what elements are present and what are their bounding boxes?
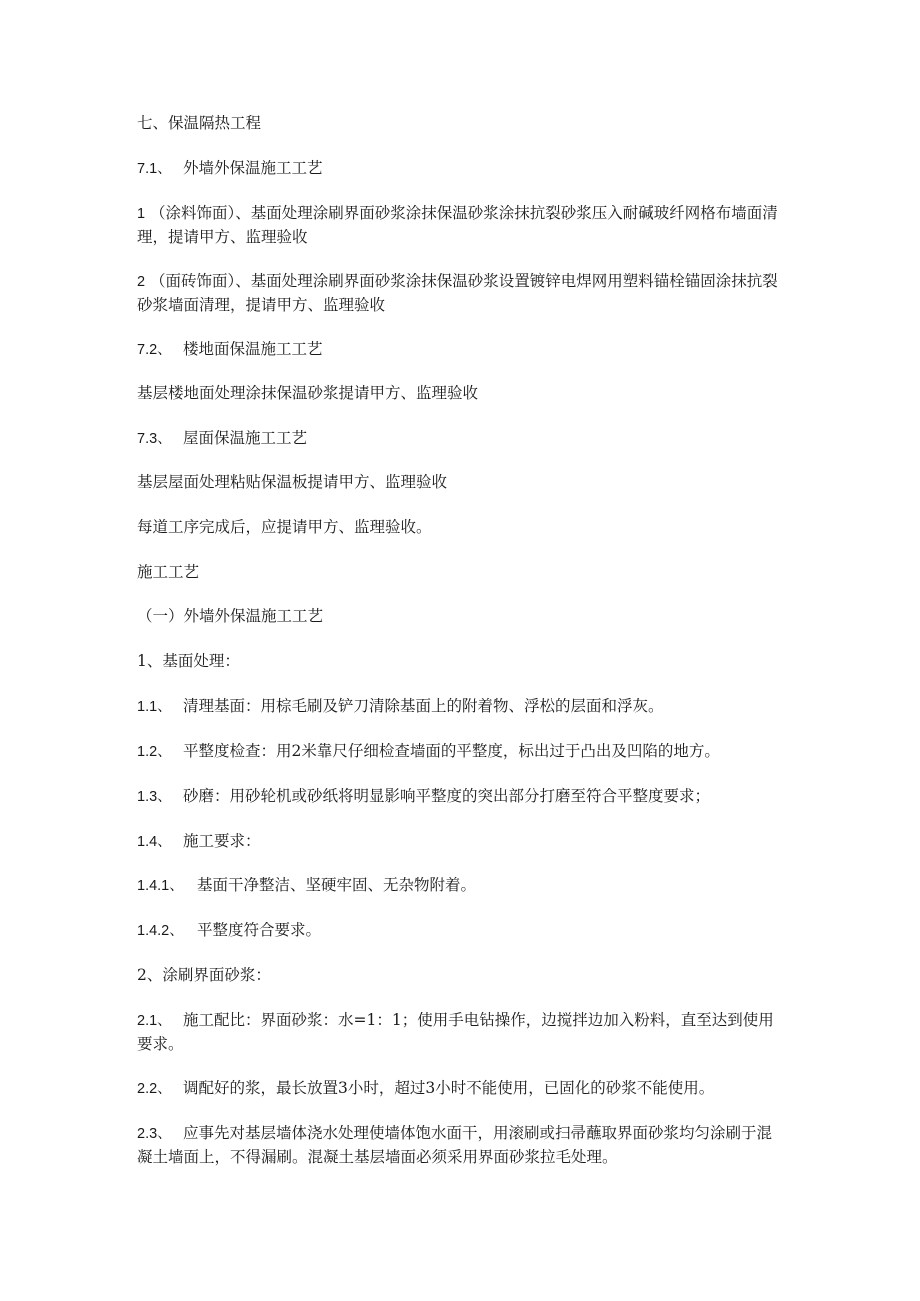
paragraph-number: 7.1、 xyxy=(137,161,172,177)
paragraph-number: 7.3、 xyxy=(137,431,172,447)
paragraph-text: 应事先对基层墙体浇水处理使墙体饱水面干，用滚刷或扫帚蘸取界面砂浆均匀涂刷于混凝土墙面上，不得漏刷。混凝土基层墙面必须采用界面砂浆拉毛处理。 xyxy=(137,1124,773,1166)
paragraph xyxy=(137,964,271,987)
paragraph xyxy=(137,874,476,898)
paragraph-text: 1、基面处理： xyxy=(137,652,240,670)
paragraph-text: 七、保温隔热工程 xyxy=(137,114,262,132)
paragraph-number: 1.2、 xyxy=(137,744,172,760)
paragraph-text: （涂料饰面）、基面处理涂刷界面砂浆涂抹保温砂浆涂抹抗裂砂浆压入耐碱玻纤网格布墙面清理，提请甲方、监理验收 xyxy=(137,204,778,246)
paragraph xyxy=(137,605,323,628)
paragraph-number: 1.4、 xyxy=(137,834,172,850)
paragraph xyxy=(137,919,321,943)
paragraph-text: 施工要求： xyxy=(183,832,261,850)
paragraph xyxy=(137,516,432,539)
paragraph-number: 2.1、 xyxy=(137,1013,172,1029)
paragraph xyxy=(137,830,261,854)
paragraph xyxy=(137,112,261,135)
paragraph xyxy=(137,1077,714,1101)
paragraph xyxy=(137,157,323,181)
paragraph-number: 7.2、 xyxy=(137,342,172,358)
paragraph-text: 调配好的浆，最长放置3小时，超过3小时不能使用，已固化的砂浆不能使用。 xyxy=(183,1079,715,1097)
paragraph-text: 2、涂刷界面砂浆： xyxy=(137,966,271,984)
paragraph-number: 1.3、 xyxy=(137,789,172,805)
paragraph-text: 基层屋面处理粘贴保温板提请甲方、监理验收 xyxy=(137,473,448,491)
paragraph-number: 2.2、 xyxy=(137,1081,172,1097)
paragraph xyxy=(137,202,782,249)
paragraph-text: 每道工序完成后，应提请甲方、监理验收。 xyxy=(137,518,432,536)
paragraph-text: 外墙外保温施工工艺 xyxy=(183,159,323,177)
paragraph xyxy=(137,1122,782,1169)
paragraph xyxy=(137,1009,782,1056)
paragraph xyxy=(137,561,199,584)
paragraph xyxy=(137,382,478,405)
paragraph-text: 屋面保温施工工艺 xyxy=(183,429,308,447)
paragraph-text: 砂磨：用砂轮机或砂纸将明显影响平整度的突出部分打磨至符合平整度要求； xyxy=(183,787,711,805)
paragraph xyxy=(137,471,447,494)
paragraph-number: 2 xyxy=(137,274,146,290)
paragraph-number: 1.4.1、 xyxy=(137,878,184,894)
paragraph xyxy=(137,650,240,673)
paragraph-text: 基层楼地面处理涂抹保温砂浆提请甲方、监理验收 xyxy=(137,384,479,402)
paragraph-number: 2.3、 xyxy=(137,1126,172,1142)
paragraph-text: 清理基面：用棕毛刷及铲刀清除基面上的附着物、浮松的层面和浮灰。 xyxy=(183,697,664,715)
paragraph-text: 平整度符合要求。 xyxy=(197,921,322,939)
paragraph xyxy=(137,338,323,362)
paragraph-text: 施工工艺 xyxy=(137,563,200,581)
paragraph-text: （一）外墙外保温施工工艺 xyxy=(137,607,324,625)
paragraph-text: 平整度检查：用2米靠尺仔细检查墙面的平整度，标出过于凸出及凹陷的地方。 xyxy=(183,742,720,760)
paragraph-text: 基面干净整洁、坚硬牢固、无杂物附着。 xyxy=(197,876,477,894)
paragraph xyxy=(137,270,782,317)
paragraph xyxy=(137,785,710,809)
paragraph xyxy=(137,740,720,764)
paragraph-number: 1 xyxy=(137,206,146,222)
paragraph xyxy=(137,427,307,451)
paragraph-text: 楼地面保温施工工艺 xyxy=(183,340,323,358)
paragraph-text: （面砖饰面）、基面处理涂刷界面砂浆涂抹保温砂浆设置镀锌电焊网用塑料锚栓锚固涂抹抗裂砂浆墙面清理，提请甲方、监理验收 xyxy=(137,272,778,314)
paragraph-number: 1.1、 xyxy=(137,699,172,715)
paragraph-text: 施工配比：界面砂浆：水=1：1；使用手电钻操作，边搅拌边加入粉料，直至达到使用要求。 xyxy=(137,1011,774,1053)
paragraph xyxy=(137,695,664,719)
paragraph-number: 1.4.2、 xyxy=(137,923,184,939)
